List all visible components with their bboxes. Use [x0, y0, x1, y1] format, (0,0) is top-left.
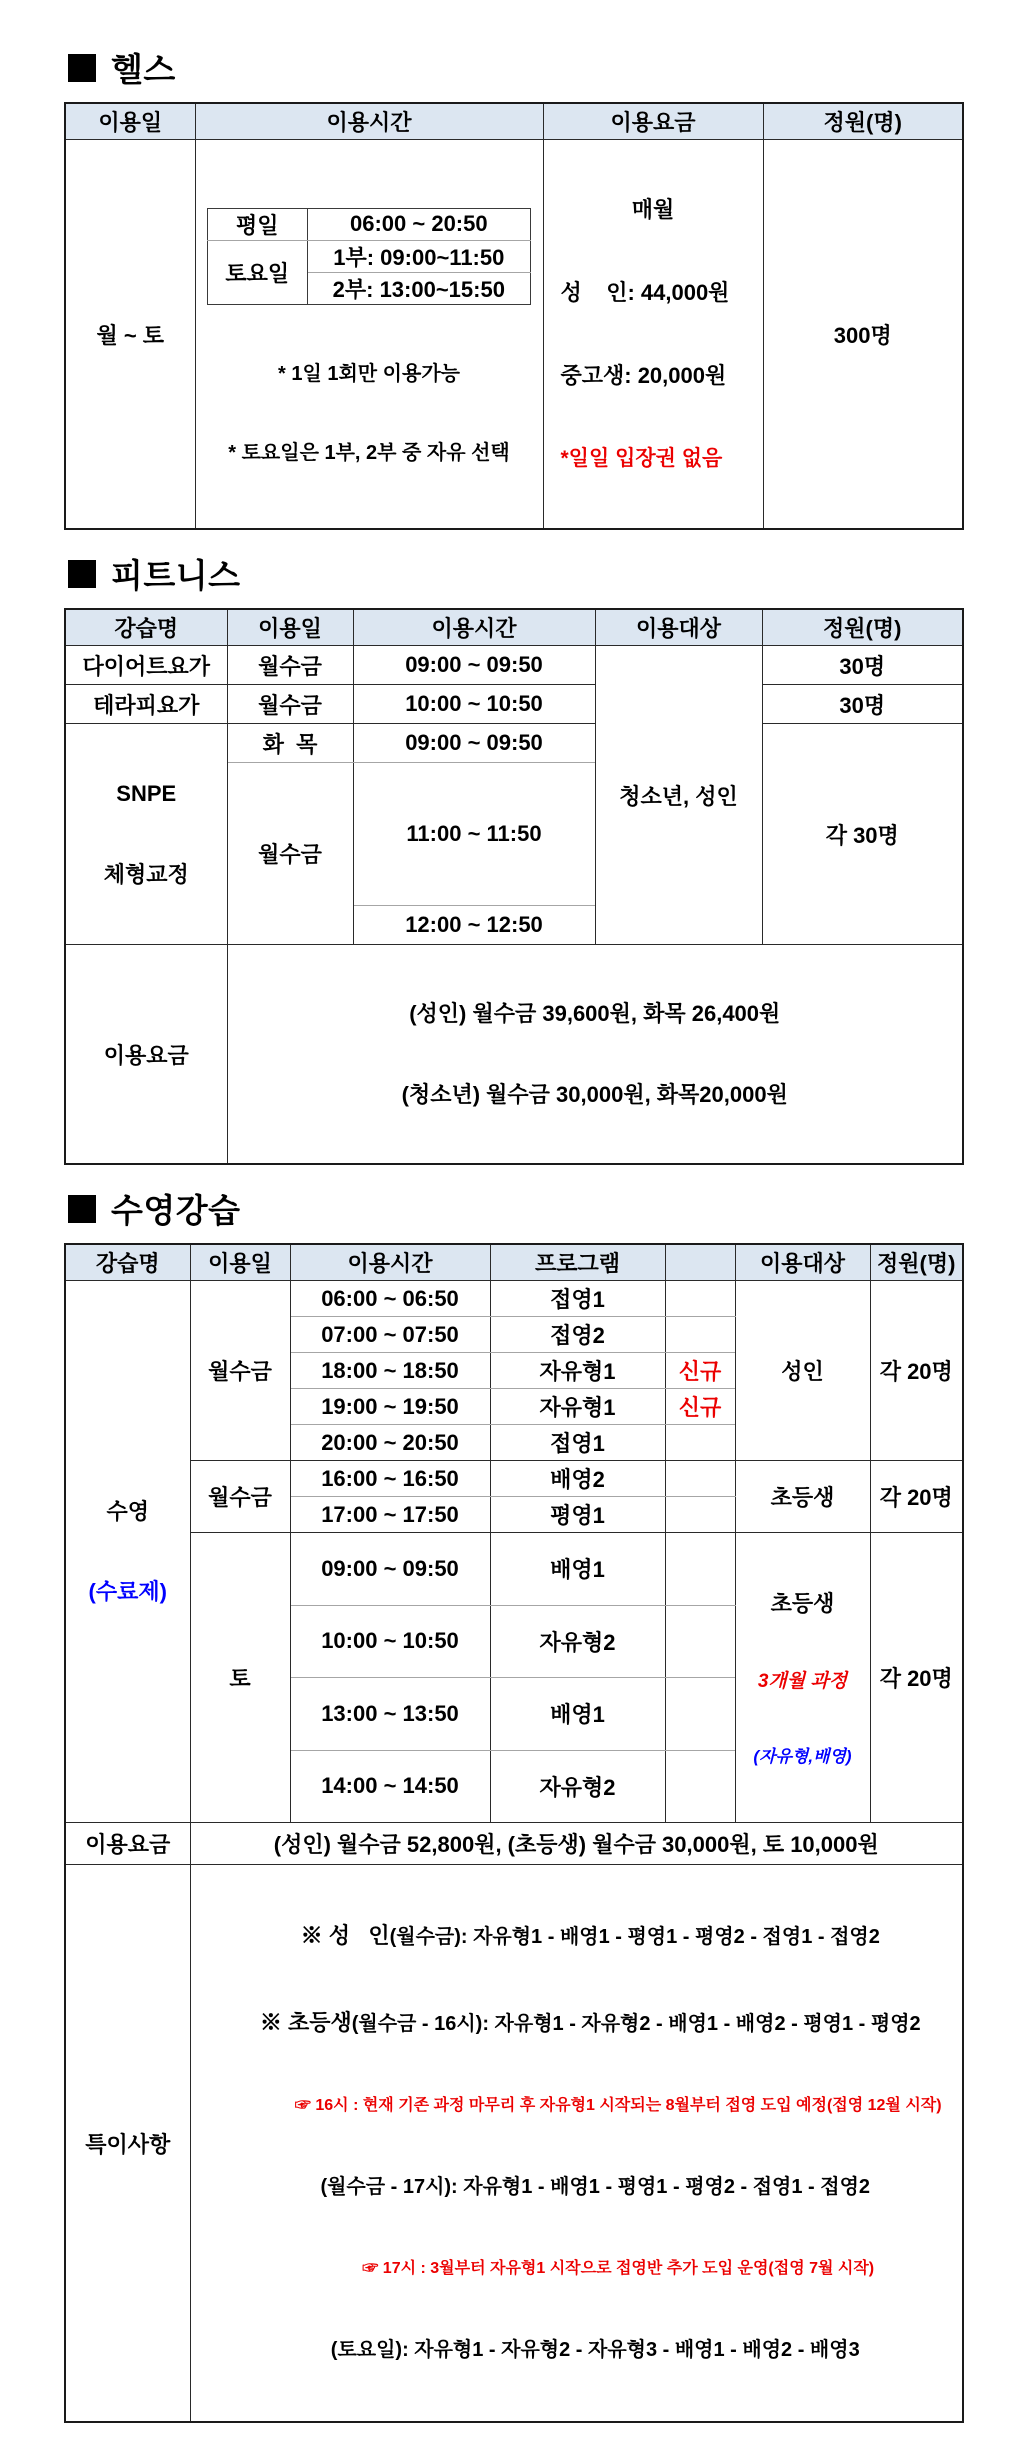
day-cell: 월수금 [227, 646, 353, 685]
header-cell-name: 강습명 [65, 1244, 190, 1281]
badge-cell [665, 1678, 735, 1751]
class-name-cell: 다이어트요가 [65, 646, 227, 685]
day-cell: 월수금 [190, 1281, 290, 1461]
note-line-elementary [194, 2006, 960, 2041]
section-fitness-title [68, 550, 962, 597]
header-cell-day: 이용일 [65, 103, 195, 140]
capacity-cell: 30명 [762, 646, 963, 685]
fee-warning: *일일 입장권 없음 [560, 447, 723, 470]
header-cell-capacity: 정원(명) [762, 609, 963, 646]
time-cell [195, 140, 543, 530]
day-cell: 월수금 [190, 1461, 290, 1533]
time-cell: 19:00 ~ 19:50 [290, 1389, 490, 1425]
badge-cell [665, 1497, 735, 1533]
time-cell: 09:00 ~ 09:50 [290, 1533, 490, 1606]
fee-value-cell [227, 945, 963, 1165]
health-note-2: * 토요일은 1부, 2부 중 자유 선택 [228, 441, 510, 464]
program-cell: 자유형1 [490, 1389, 665, 1425]
fee-month: 매월 [631, 197, 675, 222]
capacity-cell: 각 30명 [762, 724, 963, 945]
section-title-text: 피트니스 [111, 557, 241, 594]
header-cell-program: 프로그램 [490, 1244, 665, 1281]
section-fitness [64, 550, 962, 1165]
time-cell: 18:00 ~ 18:50 [290, 1353, 490, 1389]
saturday-part1: 1부: 09:00~11:50 [307, 240, 530, 272]
target-cell: 초등생 [735, 1461, 870, 1533]
saturday-label: 토요일 [208, 240, 308, 304]
swim-header-row [65, 1244, 963, 1281]
saturday-part2: 2부: 13:00~15:50 [307, 272, 530, 304]
program-cell: 자유형2 [490, 1605, 665, 1678]
fitness-row [65, 685, 963, 724]
badge-cell [665, 1317, 735, 1353]
badge-cell [665, 1281, 735, 1317]
section-swim [64, 1185, 962, 2423]
program-cell: 배영2 [490, 1461, 665, 1497]
program-cell: 자유형1 [490, 1353, 665, 1389]
swim-row [65, 1461, 963, 1497]
target-text: 초등생 [770, 1591, 835, 1616]
fitness-header-row [65, 609, 963, 646]
time-cell: 13:00 ~ 13:50 [290, 1678, 490, 1751]
section-bullet-icon [68, 1195, 96, 1223]
swim-row [65, 1533, 963, 1606]
time-cell: 20:00 ~ 20:50 [290, 1425, 490, 1461]
fee-student: 중고생: 20,000원 [560, 363, 727, 388]
fee-value-cell: (성인) 월수금 52,800원, (초등생) 월수금 30,000원, 토 10,000원 [190, 1823, 963, 1865]
header-cell-day: 이용일 [227, 609, 353, 646]
header-cell-target: 이용대상 [735, 1244, 870, 1281]
health-table [64, 102, 964, 530]
program-cell: 평영1 [490, 1497, 665, 1533]
note-line-adult [194, 1919, 960, 1954]
fee-adult: 성 인: 44,000원 [560, 280, 730, 305]
day-cell: 월수금 [227, 763, 353, 945]
weekday-label: 평일 [208, 208, 308, 240]
snpe-name-line2: 체형교정 [103, 862, 189, 887]
class-name-cell: 테라피요가 [65, 685, 227, 724]
section-title-text: 헬스 [111, 51, 176, 88]
program-cell: 자유형2 [490, 1750, 665, 1823]
health-body-row [65, 140, 963, 530]
day-cell: 토 [190, 1533, 290, 1823]
target-note-strokes: (자유형,배영) [753, 1747, 852, 1766]
fee-label-cell: 이용요금 [65, 1823, 190, 1865]
section-health [64, 44, 962, 530]
program-cell: 접영2 [490, 1317, 665, 1353]
time-cell: 12:00 ~ 12:50 [353, 906, 595, 945]
section-bullet-icon [68, 560, 96, 588]
day-cell: 월수금 [227, 685, 353, 724]
note-rest: (월수금 - 16시): 자유형1 - 자유형2 - 배영1 - 배영2 - 평영1 - 평영2 [351, 2013, 921, 2035]
program-cell: 배영1 [490, 1533, 665, 1606]
capacity-cell: 300명 [763, 140, 963, 530]
program-cell: 접영1 [490, 1281, 665, 1317]
fee-label-cell: 이용요금 [65, 945, 227, 1165]
badge-cell [665, 1605, 735, 1678]
note-prefix: ※ 초등생 [259, 2010, 352, 2035]
badge-cell: 신규 [665, 1353, 735, 1389]
capacity-cell: 각 20명 [870, 1281, 963, 1461]
section-health-title [68, 44, 962, 91]
class-name-cell [65, 1281, 190, 1823]
health-header-row [65, 103, 963, 140]
time-cell: 10:00 ~ 10:50 [290, 1605, 490, 1678]
target-note-course: 3개월 과정 [757, 1671, 848, 1692]
badge-cell [665, 1750, 735, 1823]
target-cell: 성인 [735, 1281, 870, 1461]
day-cell: 화 목 [227, 724, 353, 763]
fitness-row [65, 646, 963, 685]
capacity-cell: 각 20명 [870, 1533, 963, 1823]
fitness-row-snpe [65, 724, 963, 763]
time-cell: 06:00 ~ 06:50 [290, 1281, 490, 1317]
time-cell: 17:00 ~ 17:50 [290, 1497, 490, 1533]
notes-content-cell [190, 1865, 963, 2423]
time-cell: 11:00 ~ 11:50 [353, 763, 595, 906]
fitness-table [64, 608, 964, 1165]
swim-row [65, 1281, 963, 1317]
section-title-text: 수영강습 [111, 1192, 241, 1229]
note-line-saturday: (토요일): 자유형1 - 자유형2 - 자유형3 - 배영1 - 배영2 - 배영3 [330, 2339, 860, 2361]
header-cell-extra [665, 1244, 735, 1281]
swim-name-sub: (수료제) [88, 1578, 167, 1604]
target-cell [735, 1533, 870, 1823]
swim-notes-row [65, 1865, 963, 2423]
note-line-17h: ☞ 17시 : 3월부터 자유형1 시작으로 접영반 추가 도입 운영(접영 7월 시작) [362, 2260, 875, 2277]
badge-cell: 신규 [665, 1389, 735, 1425]
target-cell: 청소년, 성인 [595, 646, 762, 945]
notes-label-cell: 특이사항 [65, 1865, 190, 2423]
fee-line-youth: (청소년) 월수금 30,000원, 화목20,000원 [401, 1082, 788, 1107]
header-cell-name: 강습명 [65, 609, 227, 646]
section-swim-title [68, 1185, 962, 1232]
header-cell-capacity: 정원(명) [763, 103, 963, 140]
weekday-time: 06:00 ~ 20:50 [307, 208, 530, 240]
note-line-16h: ☞ 16시 : 현재 기존 과정 마무리 후 자유형1 시작되는 8월부터 접영 도입 예정(접영 12월 시작) [294, 2097, 942, 2114]
program-cell: 접영1 [490, 1425, 665, 1461]
note-prefix: ※ 성 인 [300, 1923, 390, 1948]
time-cell: 16:00 ~ 16:50 [290, 1461, 490, 1497]
day-cell: 월 ~ 토 [65, 140, 195, 530]
swim-table [64, 1243, 964, 2423]
time-cell: 14:00 ~ 14:50 [290, 1750, 490, 1823]
header-cell-fee: 이용요금 [543, 103, 763, 140]
health-inner-table [207, 208, 531, 305]
swim-fee-row [65, 1823, 963, 1865]
header-cell-time: 이용시간 [353, 609, 595, 646]
header-cell-capacity: 정원(명) [870, 1244, 963, 1281]
capacity-cell: 각 20명 [870, 1461, 963, 1533]
program-cell: 배영1 [490, 1678, 665, 1751]
fee-cell [543, 140, 763, 530]
capacity-cell: 30명 [762, 685, 963, 724]
fee-line-adult: (성인) 월수금 39,600원, 화목 26,400원 [409, 1001, 781, 1026]
badge-cell [665, 1461, 735, 1497]
time-cell: 10:00 ~ 10:50 [353, 685, 595, 724]
time-cell: 09:00 ~ 09:50 [353, 646, 595, 685]
note-line-17h-schedule: (월수금 - 17시): 자유형1 - 배영1 - 평영1 - 평영2 - 접영1 - 접영2 [320, 2176, 871, 2198]
swim-name: 수영 [106, 1498, 149, 1524]
note-rest: (월수금): 자유형1 - 배영1 - 평영1 - 평영2 - 접영1 - 접영2 [389, 1926, 880, 1948]
fitness-fee-row [65, 945, 963, 1165]
header-cell-day: 이용일 [190, 1244, 290, 1281]
header-cell-target: 이용대상 [595, 609, 762, 646]
section-bullet-icon [68, 54, 96, 82]
badge-cell [665, 1425, 735, 1461]
class-name-cell [65, 724, 227, 945]
health-note-1: * 1일 1회만 이용가능 [278, 362, 460, 385]
header-cell-time: 이용시간 [290, 1244, 490, 1281]
time-cell: 07:00 ~ 07:50 [290, 1317, 490, 1353]
header-cell-time: 이용시간 [195, 103, 543, 140]
time-cell: 09:00 ~ 09:50 [353, 724, 595, 763]
snpe-name-line1: SNPE [116, 781, 177, 806]
badge-cell [665, 1533, 735, 1606]
